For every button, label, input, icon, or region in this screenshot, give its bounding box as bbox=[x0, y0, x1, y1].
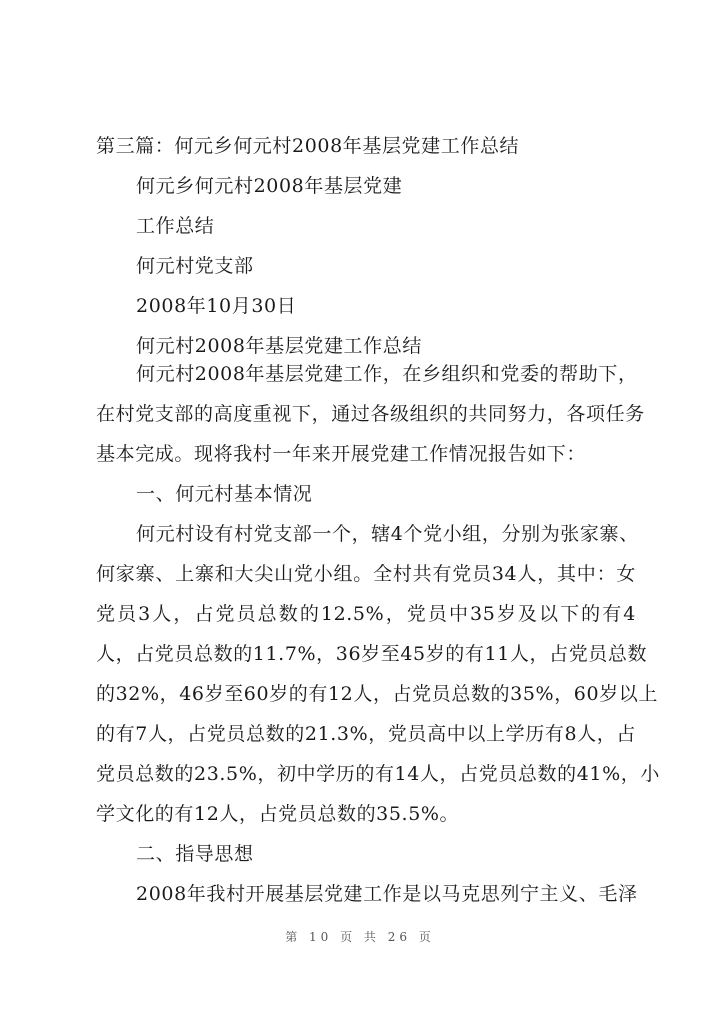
intro-line-1: 何元村2008年基层党建工作，在乡组织和党委的帮助下， bbox=[136, 363, 638, 385]
cover-line-4: 2008年10月30日 bbox=[136, 295, 297, 317]
cover-line-3: 何元村党支部 bbox=[136, 255, 254, 277]
section1-heading: 一、何元村基本情况 bbox=[136, 483, 313, 505]
document-title: 第三篇：何元乡何元村2008年基层党建工作总结 bbox=[96, 135, 520, 157]
section1-line-3: 党员3人，占党员总数的12.5%，党员中35岁及以下的有4 bbox=[96, 603, 636, 625]
cover-line-1: 何元乡何元村2008年基层党建 bbox=[136, 175, 403, 197]
cover-line-2: 工作总结 bbox=[136, 215, 215, 237]
intro-line-2: 在村党支部的高度重视下，通过各级组织的共同努力，各项任务 bbox=[96, 403, 645, 425]
page-number-footer: 第 10 页 共 26 页 bbox=[285, 930, 435, 944]
cover-line-5: 何元村2008年基层党建工作总结 bbox=[136, 335, 422, 357]
section1-line-8: 学文化的有12人，占党员总数的35.5%。 bbox=[96, 803, 460, 825]
section1-line-4: 人，占党员总数的11.7%，36岁至45岁的有11人，占党员总数 bbox=[96, 643, 648, 665]
section1-line-6: 的有7人，占党员总数的21.3%，党员高中以上学历有8人，占 bbox=[96, 723, 636, 745]
section1-line-2: 何家寨、上寨和大尖山党小组。全村共有党员34人，其中：女 bbox=[96, 563, 636, 585]
section1-line-1: 何元村设有村党支部一个，辖4个党小组，分别为张家寨、 bbox=[136, 523, 639, 545]
intro-line-3: 基本完成。现将我村一年来开展党建工作情况报告如下： bbox=[96, 443, 587, 465]
section2-heading: 二、指导思想 bbox=[136, 843, 254, 865]
section1-line-7: 党员总数的23.5%，初中学历的有14人，占党员总数的41%，小 bbox=[96, 763, 660, 785]
section1-line-5: 的32%，46岁至60岁的有12人，占党员总数的35%，60岁以上 bbox=[96, 683, 658, 705]
section2-line-1: 2008年我村开展基层党建工作是以马克思列宁主义、毛泽 bbox=[136, 883, 638, 905]
